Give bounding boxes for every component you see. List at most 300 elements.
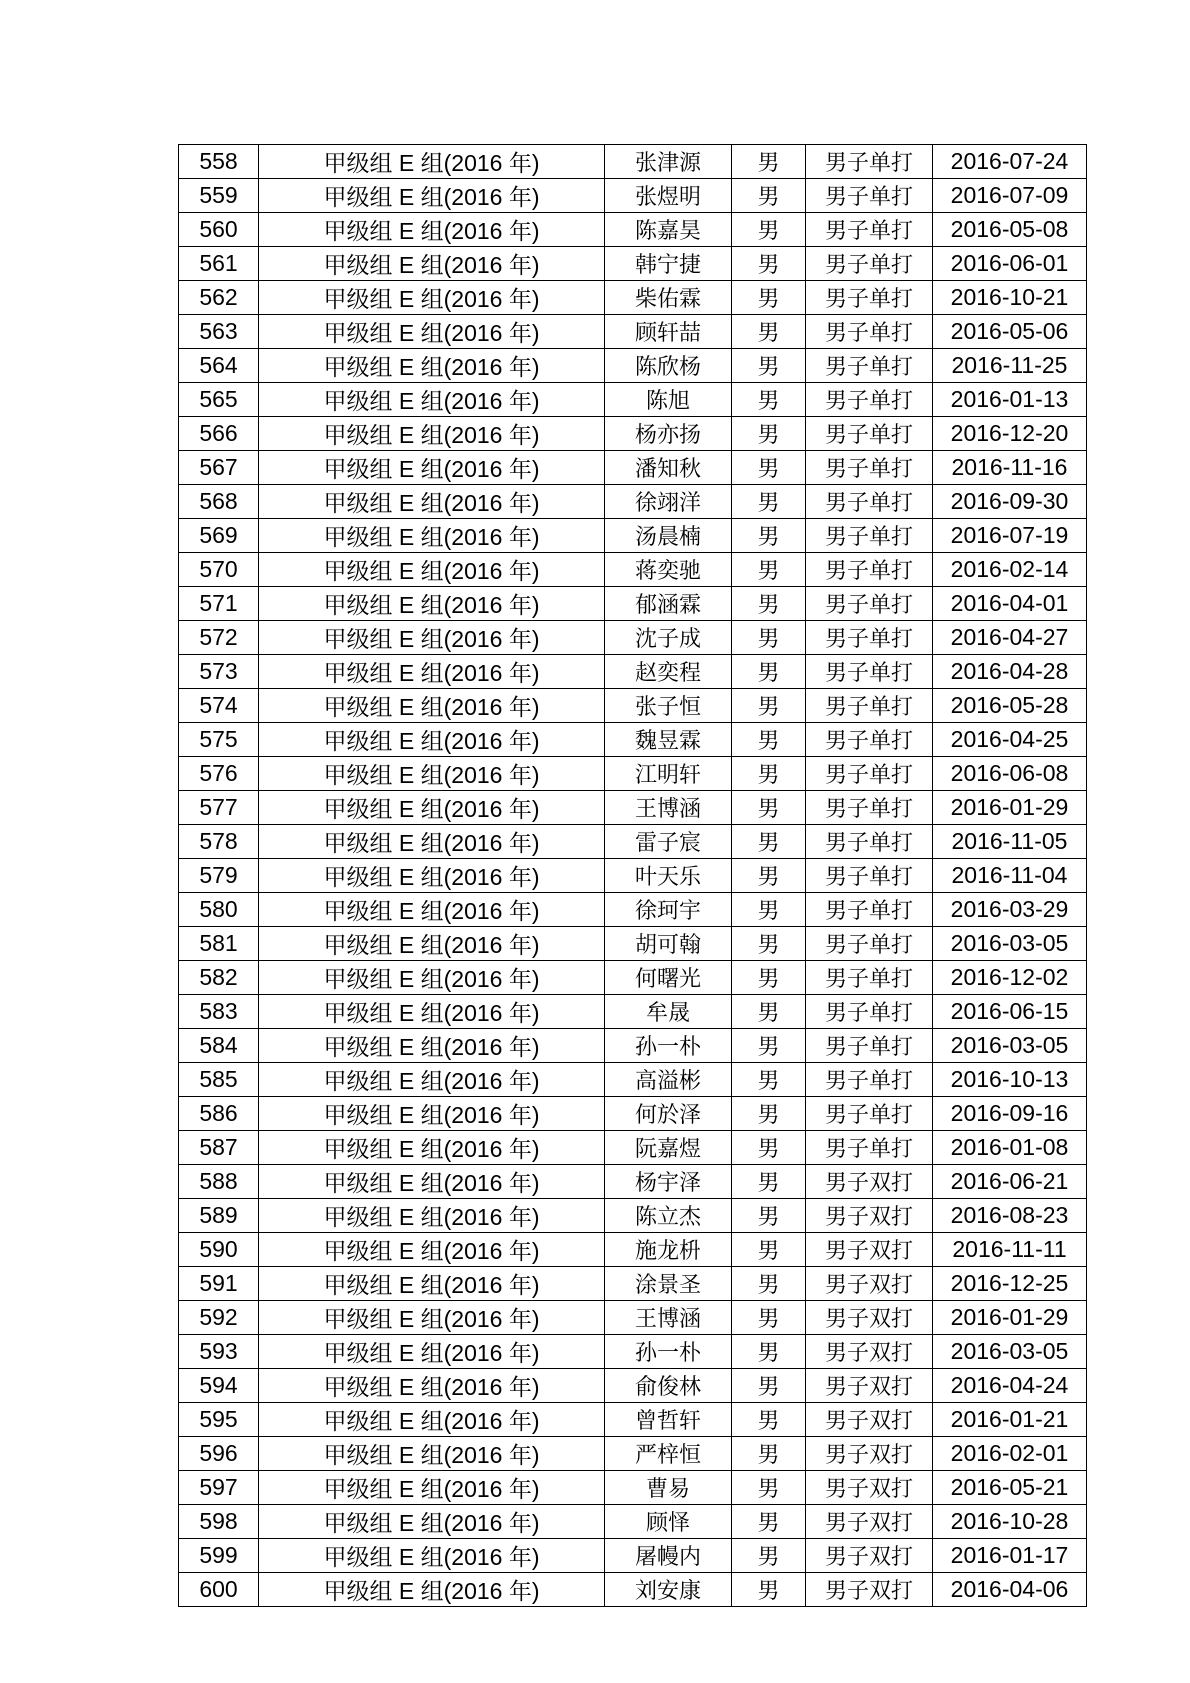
gender-cell: 男 <box>732 825 806 859</box>
event-cell: 男子单打 <box>806 689 933 723</box>
row-number: 581 <box>179 927 259 961</box>
group-cell: 甲级组 E 组(2016 年) <box>259 1369 605 1403</box>
event-cell: 男子单打 <box>806 1029 933 1063</box>
event-cell: 男子单打 <box>806 281 933 315</box>
event-cell: 男子单打 <box>806 791 933 825</box>
gender-cell: 男 <box>732 1029 806 1063</box>
table-row <box>179 383 1087 417</box>
table-row <box>179 519 1087 553</box>
gender-cell: 男 <box>732 553 806 587</box>
group-cell: 甲级组 E 组(2016 年) <box>259 281 605 315</box>
birth-date: 2016-04-27 <box>933 621 1087 655</box>
table-row <box>179 689 1087 723</box>
table-row <box>179 1471 1087 1505</box>
birth-date: 2016-07-24 <box>933 145 1087 179</box>
group-cell: 甲级组 E 组(2016 年) <box>259 383 605 417</box>
birth-date: 2016-12-02 <box>933 961 1087 995</box>
event-cell: 男子单打 <box>806 315 933 349</box>
birth-date: 2016-01-29 <box>933 1301 1087 1335</box>
event-cell: 男子双打 <box>806 1267 933 1301</box>
row-number: 600 <box>179 1573 259 1607</box>
row-number: 574 <box>179 689 259 723</box>
player-name: 何曙光 <box>605 961 732 995</box>
group-cell: 甲级组 E 组(2016 年) <box>259 1437 605 1471</box>
event-cell: 男子单打 <box>806 553 933 587</box>
player-name: 赵奕程 <box>605 655 732 689</box>
birth-date: 2016-09-30 <box>933 485 1087 519</box>
player-name: 雷子宸 <box>605 825 732 859</box>
group-cell: 甲级组 E 组(2016 年) <box>259 145 605 179</box>
group-cell: 甲级组 E 组(2016 年) <box>259 1165 605 1199</box>
player-name: 张子恒 <box>605 689 732 723</box>
player-name: 胡可翰 <box>605 927 732 961</box>
event-cell: 男子单打 <box>806 893 933 927</box>
event-cell: 男子双打 <box>806 1505 933 1539</box>
row-number: 579 <box>179 859 259 893</box>
table-row <box>179 485 1087 519</box>
birth-date: 2016-04-01 <box>933 587 1087 621</box>
gender-cell: 男 <box>732 1301 806 1335</box>
gender-cell: 男 <box>732 1335 806 1369</box>
gender-cell: 男 <box>732 1437 806 1471</box>
player-name: 魏昱霖 <box>605 723 732 757</box>
table-row <box>179 1505 1087 1539</box>
group-cell: 甲级组 E 组(2016 年) <box>259 179 605 213</box>
gender-cell: 男 <box>732 791 806 825</box>
event-cell: 男子双打 <box>806 1539 933 1573</box>
gender-cell: 男 <box>732 451 806 485</box>
row-number: 572 <box>179 621 259 655</box>
birth-date: 2016-07-19 <box>933 519 1087 553</box>
row-number: 586 <box>179 1097 259 1131</box>
group-cell: 甲级组 E 组(2016 年) <box>259 485 605 519</box>
table-row <box>179 281 1087 315</box>
birth-date: 2016-11-11 <box>933 1233 1087 1267</box>
player-name: 韩宁捷 <box>605 247 732 281</box>
group-cell: 甲级组 E 组(2016 年) <box>259 1063 605 1097</box>
player-name: 陈欣杨 <box>605 349 732 383</box>
gender-cell: 男 <box>732 1403 806 1437</box>
row-number: 593 <box>179 1335 259 1369</box>
gender-cell: 男 <box>732 995 806 1029</box>
group-cell: 甲级组 E 组(2016 年) <box>259 1267 605 1301</box>
row-number: 578 <box>179 825 259 859</box>
player-name: 柴佑霖 <box>605 281 732 315</box>
birth-date: 2016-02-01 <box>933 1437 1087 1471</box>
group-cell: 甲级组 E 组(2016 年) <box>259 655 605 689</box>
row-number: 563 <box>179 315 259 349</box>
birth-date: 2016-01-29 <box>933 791 1087 825</box>
birth-date: 2016-01-21 <box>933 1403 1087 1437</box>
birth-date: 2016-12-20 <box>933 417 1087 451</box>
event-cell: 男子单打 <box>806 961 933 995</box>
row-number: 575 <box>179 723 259 757</box>
row-number: 595 <box>179 1403 259 1437</box>
row-number: 597 <box>179 1471 259 1505</box>
table-row <box>179 1165 1087 1199</box>
player-name: 曾哲轩 <box>605 1403 732 1437</box>
group-cell: 甲级组 E 组(2016 年) <box>259 587 605 621</box>
gender-cell: 男 <box>732 1131 806 1165</box>
table-row <box>179 825 1087 859</box>
event-cell: 男子双打 <box>806 1335 933 1369</box>
table-row <box>179 315 1087 349</box>
event-cell: 男子单打 <box>806 451 933 485</box>
gender-cell: 男 <box>732 315 806 349</box>
group-cell: 甲级组 E 组(2016 年) <box>259 1471 605 1505</box>
table-row <box>179 961 1087 995</box>
player-name: 王博涵 <box>605 791 732 825</box>
event-cell: 男子双打 <box>806 1165 933 1199</box>
table-row <box>179 179 1087 213</box>
birth-date: 2016-01-17 <box>933 1539 1087 1573</box>
row-number: 571 <box>179 587 259 621</box>
group-cell: 甲级组 E 组(2016 年) <box>259 961 605 995</box>
row-number: 585 <box>179 1063 259 1097</box>
event-cell: 男子单打 <box>806 1131 933 1165</box>
group-cell: 甲级组 E 组(2016 年) <box>259 553 605 587</box>
event-cell: 男子双打 <box>806 1437 933 1471</box>
gender-cell: 男 <box>732 1063 806 1097</box>
event-cell: 男子单打 <box>806 859 933 893</box>
birth-date: 2016-05-28 <box>933 689 1087 723</box>
player-name: 陈嘉昊 <box>605 213 732 247</box>
table-row <box>179 145 1087 179</box>
group-cell: 甲级组 E 组(2016 年) <box>259 1539 605 1573</box>
row-number: 565 <box>179 383 259 417</box>
table-row <box>179 927 1087 961</box>
event-cell: 男子单打 <box>806 655 933 689</box>
gender-cell: 男 <box>732 519 806 553</box>
table-row <box>179 247 1087 281</box>
row-number: 588 <box>179 1165 259 1199</box>
row-number: 566 <box>179 417 259 451</box>
event-cell: 男子单打 <box>806 247 933 281</box>
birth-date: 2016-06-01 <box>933 247 1087 281</box>
group-cell: 甲级组 E 组(2016 年) <box>259 689 605 723</box>
table-row <box>179 1335 1087 1369</box>
table-row <box>179 859 1087 893</box>
player-name: 杨宇泽 <box>605 1165 732 1199</box>
player-name: 涂景圣 <box>605 1267 732 1301</box>
group-cell: 甲级组 E 组(2016 年) <box>259 1199 605 1233</box>
player-name: 顾轩喆 <box>605 315 732 349</box>
birth-date: 2016-04-24 <box>933 1369 1087 1403</box>
group-cell: 甲级组 E 组(2016 年) <box>259 315 605 349</box>
gender-cell: 男 <box>732 179 806 213</box>
birth-date: 2016-07-09 <box>933 179 1087 213</box>
event-cell: 男子单打 <box>806 825 933 859</box>
table-row <box>179 757 1087 791</box>
event-cell: 男子单打 <box>806 757 933 791</box>
group-cell: 甲级组 E 组(2016 年) <box>259 1403 605 1437</box>
row-number: 559 <box>179 179 259 213</box>
event-cell: 男子单打 <box>806 621 933 655</box>
group-cell: 甲级组 E 组(2016 年) <box>259 757 605 791</box>
event-cell: 男子双打 <box>806 1301 933 1335</box>
gender-cell: 男 <box>732 1233 806 1267</box>
birth-date: 2016-06-15 <box>933 995 1087 1029</box>
row-number: 584 <box>179 1029 259 1063</box>
birth-date: 2016-04-28 <box>933 655 1087 689</box>
group-cell: 甲级组 E 组(2016 年) <box>259 1505 605 1539</box>
table-row <box>179 995 1087 1029</box>
birth-date: 2016-10-28 <box>933 1505 1087 1539</box>
table-row <box>179 1029 1087 1063</box>
row-number: 598 <box>179 1505 259 1539</box>
gender-cell: 男 <box>732 485 806 519</box>
player-name: 何於泽 <box>605 1097 732 1131</box>
player-name: 陈旭 <box>605 383 732 417</box>
birth-date: 2016-11-25 <box>933 349 1087 383</box>
birth-date: 2016-06-21 <box>933 1165 1087 1199</box>
gender-cell: 男 <box>732 1165 806 1199</box>
row-number: 594 <box>179 1369 259 1403</box>
player-name: 孙一朴 <box>605 1335 732 1369</box>
player-name: 陈立杰 <box>605 1199 732 1233</box>
gender-cell: 男 <box>732 213 806 247</box>
gender-cell: 男 <box>732 689 806 723</box>
birth-date: 2016-11-04 <box>933 859 1087 893</box>
group-cell: 甲级组 E 组(2016 年) <box>259 621 605 655</box>
group-cell: 甲级组 E 组(2016 年) <box>259 995 605 1029</box>
group-cell: 甲级组 E 组(2016 年) <box>259 723 605 757</box>
player-name: 刘安康 <box>605 1573 732 1607</box>
player-name: 汤晨楠 <box>605 519 732 553</box>
row-number: 587 <box>179 1131 259 1165</box>
gender-cell: 男 <box>732 587 806 621</box>
birth-date: 2016-11-16 <box>933 451 1087 485</box>
player-name: 牟晟 <box>605 995 732 1029</box>
birth-date: 2016-12-25 <box>933 1267 1087 1301</box>
gender-cell: 男 <box>732 1097 806 1131</box>
table-row <box>179 213 1087 247</box>
group-cell: 甲级组 E 组(2016 年) <box>259 859 605 893</box>
player-name: 严梓恒 <box>605 1437 732 1471</box>
table-body <box>179 145 1087 1607</box>
group-cell: 甲级组 E 组(2016 年) <box>259 893 605 927</box>
event-cell: 男子双打 <box>806 1233 933 1267</box>
group-cell: 甲级组 E 组(2016 年) <box>259 349 605 383</box>
event-cell: 男子单打 <box>806 349 933 383</box>
group-cell: 甲级组 E 组(2016 年) <box>259 1097 605 1131</box>
birth-date: 2016-10-21 <box>933 281 1087 315</box>
gender-cell: 男 <box>732 621 806 655</box>
group-cell: 甲级组 E 组(2016 年) <box>259 247 605 281</box>
gender-cell: 男 <box>732 757 806 791</box>
player-name: 曹易 <box>605 1471 732 1505</box>
row-number: 580 <box>179 893 259 927</box>
event-cell: 男子单打 <box>806 519 933 553</box>
table-row <box>179 587 1087 621</box>
row-number: 561 <box>179 247 259 281</box>
birth-date: 2016-01-13 <box>933 383 1087 417</box>
player-name: 屠幔内 <box>605 1539 732 1573</box>
birth-date: 2016-10-13 <box>933 1063 1087 1097</box>
birth-date: 2016-05-08 <box>933 213 1087 247</box>
birth-date: 2016-03-05 <box>933 1029 1087 1063</box>
group-cell: 甲级组 E 组(2016 年) <box>259 451 605 485</box>
row-number: 570 <box>179 553 259 587</box>
gender-cell: 男 <box>732 1539 806 1573</box>
group-cell: 甲级组 E 组(2016 年) <box>259 417 605 451</box>
event-cell: 男子单打 <box>806 383 933 417</box>
gender-cell: 男 <box>732 1573 806 1607</box>
player-name: 江明轩 <box>605 757 732 791</box>
player-name: 张津源 <box>605 145 732 179</box>
row-number: 577 <box>179 791 259 825</box>
gender-cell: 男 <box>732 383 806 417</box>
table-row <box>179 1199 1087 1233</box>
group-cell: 甲级组 E 组(2016 年) <box>259 927 605 961</box>
event-cell: 男子单打 <box>806 995 933 1029</box>
table-row <box>179 791 1087 825</box>
table-row <box>179 655 1087 689</box>
event-cell: 男子单打 <box>806 179 933 213</box>
birth-date: 2016-05-06 <box>933 315 1087 349</box>
table-row <box>179 553 1087 587</box>
player-name: 徐翊洋 <box>605 485 732 519</box>
gender-cell: 男 <box>732 723 806 757</box>
group-cell: 甲级组 E 组(2016 年) <box>259 1335 605 1369</box>
player-name: 阮嘉煜 <box>605 1131 732 1165</box>
gender-cell: 男 <box>732 1199 806 1233</box>
event-cell: 男子单打 <box>806 417 933 451</box>
birth-date: 2016-04-06 <box>933 1573 1087 1607</box>
event-cell: 男子单打 <box>806 145 933 179</box>
row-number: 592 <box>179 1301 259 1335</box>
row-number: 569 <box>179 519 259 553</box>
table-row <box>179 723 1087 757</box>
group-cell: 甲级组 E 组(2016 年) <box>259 213 605 247</box>
player-name: 俞俊林 <box>605 1369 732 1403</box>
event-cell: 男子双打 <box>806 1403 933 1437</box>
gender-cell: 男 <box>732 859 806 893</box>
gender-cell: 男 <box>732 417 806 451</box>
event-cell: 男子单打 <box>806 1063 933 1097</box>
row-number: 596 <box>179 1437 259 1471</box>
row-number: 591 <box>179 1267 259 1301</box>
row-number: 583 <box>179 995 259 1029</box>
table-row <box>179 893 1087 927</box>
table-row <box>179 621 1087 655</box>
table-row <box>179 1233 1087 1267</box>
event-cell: 男子双打 <box>806 1471 933 1505</box>
player-name: 潘知秋 <box>605 451 732 485</box>
birth-date: 2016-04-25 <box>933 723 1087 757</box>
row-number: 589 <box>179 1199 259 1233</box>
event-cell: 男子单打 <box>806 213 933 247</box>
gender-cell: 男 <box>732 927 806 961</box>
table-row <box>179 1063 1087 1097</box>
event-cell: 男子双打 <box>806 1369 933 1403</box>
gender-cell: 男 <box>732 1369 806 1403</box>
group-cell: 甲级组 E 组(2016 年) <box>259 1301 605 1335</box>
gender-cell: 男 <box>732 247 806 281</box>
player-name: 孙一朴 <box>605 1029 732 1063</box>
registration-table <box>178 144 1087 1607</box>
group-cell: 甲级组 E 组(2016 年) <box>259 791 605 825</box>
group-cell: 甲级组 E 组(2016 年) <box>259 1573 605 1607</box>
gender-cell: 男 <box>732 281 806 315</box>
table-row <box>179 417 1087 451</box>
table-row <box>179 1539 1087 1573</box>
event-cell: 男子单打 <box>806 927 933 961</box>
table-row <box>179 1267 1087 1301</box>
player-name: 郁涵霖 <box>605 587 732 621</box>
row-number: 576 <box>179 757 259 791</box>
birth-date: 2016-11-05 <box>933 825 1087 859</box>
player-name: 徐珂宇 <box>605 893 732 927</box>
player-name: 蒋奕驰 <box>605 553 732 587</box>
player-name: 杨亦扬 <box>605 417 732 451</box>
player-name: 王博涵 <box>605 1301 732 1335</box>
event-cell: 男子单打 <box>806 587 933 621</box>
row-number: 560 <box>179 213 259 247</box>
event-cell: 男子单打 <box>806 1097 933 1131</box>
gender-cell: 男 <box>732 655 806 689</box>
table-row <box>179 1369 1087 1403</box>
group-cell: 甲级组 E 组(2016 年) <box>259 1233 605 1267</box>
table-row <box>179 1403 1087 1437</box>
birth-date: 2016-09-16 <box>933 1097 1087 1131</box>
event-cell: 男子单打 <box>806 485 933 519</box>
group-cell: 甲级组 E 组(2016 年) <box>259 519 605 553</box>
birth-date: 2016-03-05 <box>933 1335 1087 1369</box>
row-number: 582 <box>179 961 259 995</box>
birth-date: 2016-03-05 <box>933 927 1087 961</box>
birth-date: 2016-02-14 <box>933 553 1087 587</box>
player-name: 顾怿 <box>605 1505 732 1539</box>
player-name: 张煜明 <box>605 179 732 213</box>
row-number: 573 <box>179 655 259 689</box>
gender-cell: 男 <box>732 961 806 995</box>
table-row <box>179 1131 1087 1165</box>
event-cell: 男子单打 <box>806 723 933 757</box>
table-row <box>179 1097 1087 1131</box>
group-cell: 甲级组 E 组(2016 年) <box>259 1131 605 1165</box>
row-number: 558 <box>179 145 259 179</box>
gender-cell: 男 <box>732 349 806 383</box>
row-number: 568 <box>179 485 259 519</box>
birth-date: 2016-08-23 <box>933 1199 1087 1233</box>
table-row <box>179 1301 1087 1335</box>
row-number: 599 <box>179 1539 259 1573</box>
gender-cell: 男 <box>732 1267 806 1301</box>
player-name: 沈子成 <box>605 621 732 655</box>
gender-cell: 男 <box>732 145 806 179</box>
table-row <box>179 1437 1087 1471</box>
birth-date: 2016-03-29 <box>933 893 1087 927</box>
event-cell: 男子双打 <box>806 1199 933 1233</box>
row-number: 590 <box>179 1233 259 1267</box>
group-cell: 甲级组 E 组(2016 年) <box>259 825 605 859</box>
birth-date: 2016-01-08 <box>933 1131 1087 1165</box>
row-number: 562 <box>179 281 259 315</box>
event-cell: 男子双打 <box>806 1573 933 1607</box>
gender-cell: 男 <box>732 1505 806 1539</box>
player-name: 叶天乐 <box>605 859 732 893</box>
player-name: 高溢彬 <box>605 1063 732 1097</box>
gender-cell: 男 <box>732 1471 806 1505</box>
group-cell: 甲级组 E 组(2016 年) <box>259 1029 605 1063</box>
table-row <box>179 451 1087 485</box>
table-row <box>179 1573 1087 1607</box>
row-number: 564 <box>179 349 259 383</box>
birth-date: 2016-05-21 <box>933 1471 1087 1505</box>
table-row <box>179 349 1087 383</box>
birth-date: 2016-06-08 <box>933 757 1087 791</box>
